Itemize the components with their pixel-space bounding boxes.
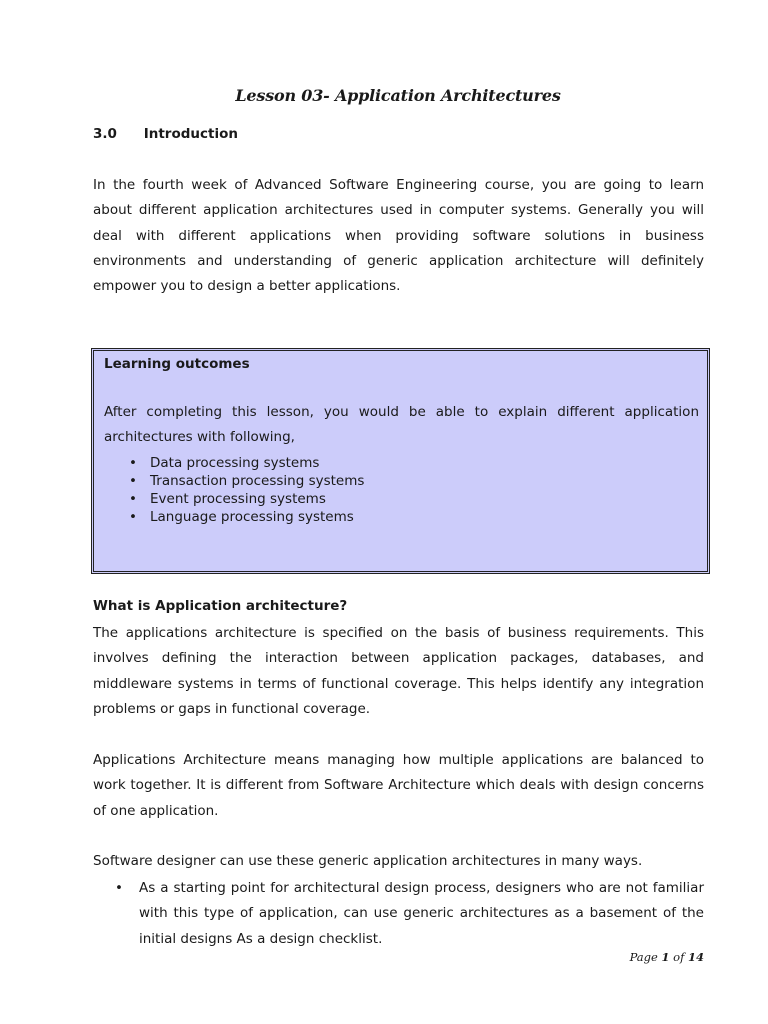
learning-outcomes-box	[91, 348, 710, 574]
learning-outcomes-intro: After completing this lesson, you would be able to explain different application architectures with following,	[104, 404, 699, 446]
what-is-paragraph-2: Applications Architecture means managing how multiple applications are balanced to work together. It is different from Software Architecture which deals with design concerns of one application.	[93, 752, 704, 819]
page-word: Page	[629, 950, 658, 964]
learning-outcomes-list	[104, 454, 364, 526]
list-item: • Transaction processing systems	[104, 472, 364, 490]
page-footer	[560, 950, 704, 964]
learning-outcomes-title: Learning outcomes	[104, 356, 250, 372]
intro-paragraph: In the fourth week of Advanced Software Engineering course, you are going to learn about different application architectures used in computer systems. Generally you will deal with different applications when providing software solutions in business environments and understanding of generic application architecture will definitely empower you to design a better applications.	[93, 177, 704, 295]
bullet-text: As a starting point for architectural design process, designers who are not familiar with this type of application, can use generic architectures as a basement of the initial designs As a design checklist.	[139, 880, 704, 947]
page-total: 14	[687, 950, 704, 964]
bullet-icon: •	[115, 880, 123, 896]
section-number: 3.0	[93, 126, 117, 142]
lesson-title: Lesson 03- Application Architectures	[235, 86, 561, 105]
of-word: of	[673, 950, 685, 964]
section-title: Introduction	[143, 126, 238, 142]
what-is-heading: What is Application architecture?	[93, 598, 348, 614]
page-current: 1	[661, 950, 670, 964]
section-heading	[93, 126, 238, 142]
what-is-paragraph-3: Software designer can use these generic application architectures in many ways.	[93, 853, 643, 869]
list-item: • Event processing systems	[104, 490, 364, 508]
list-item: • Language processing systems	[104, 508, 364, 526]
list-item	[93, 876, 704, 952]
what-is-paragraph-1: The applications architecture is specified on the basis of business requirements. This involves defining the interaction between application packages, databases, and middleware systems in terms of functional coverage. This helps identify any integration problems or gaps in functional coverage.	[93, 625, 704, 717]
list-item: • Data processing systems	[104, 454, 364, 472]
